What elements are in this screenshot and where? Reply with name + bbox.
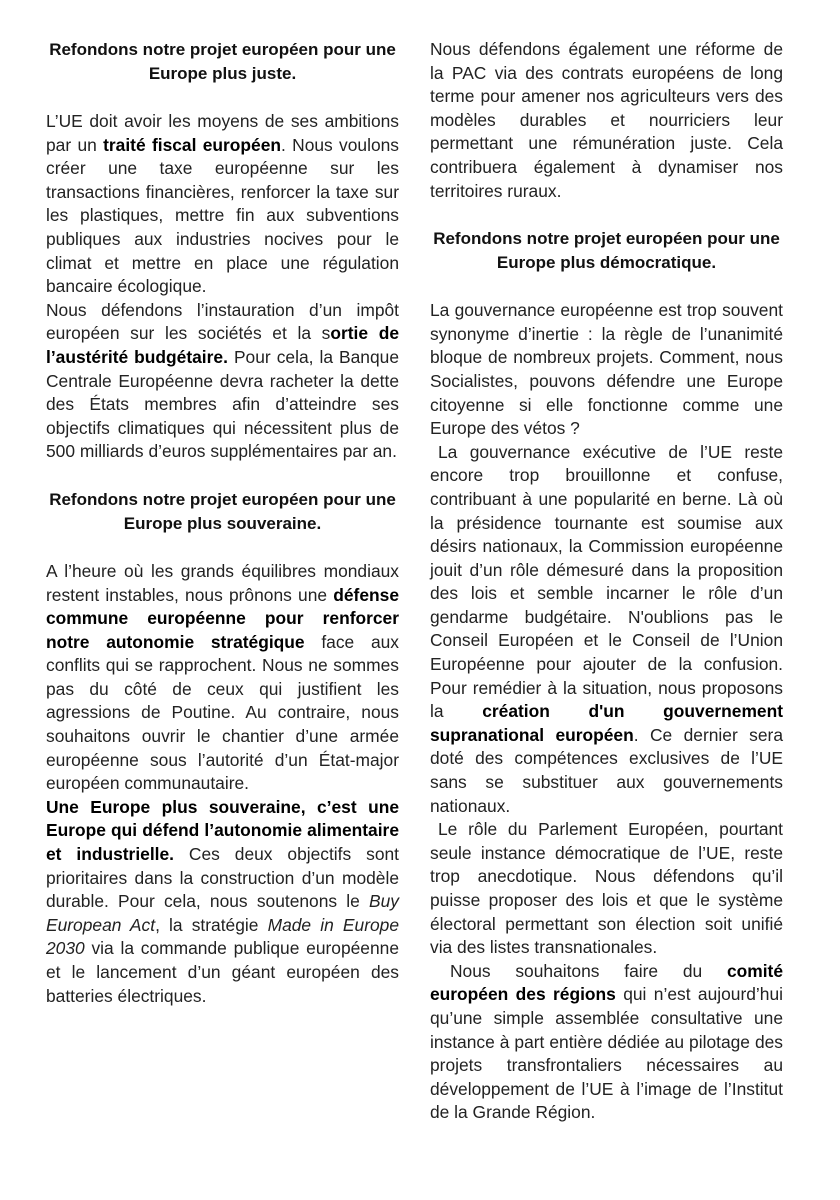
bold-gouvernement-supranational: création d'un gouvernement supranational européen <box>430 701 783 745</box>
paragraph-gouvernance: La gouvernance européenne est trop souvent synonyme d’inertie : la règle de l’unanimité bloque de nombreux projets. Comment, nous Socialistes, pouvons défendre une Europe citoyenne si elle fonctionne comme une Europe des vétos ? <box>430 300 783 439</box>
paragraph-parlement: Le rôle du Parlement Européen, pourtant seule instance démocratique de l’UE, reste trop anecdotique. Nous défendons qu’il puisse proposer des lois et que le système électoral permettant son élection soit unifié via des listes transnationales. <box>430 819 783 958</box>
bold-europe-souveraine: Une Europe plus souveraine, c’est une Europe qui défend l’autonomie alimentaire et industrielle. <box>46 796 399 865</box>
paragraph-impot: Nous défendons l’instauration d’un impôt européen sur les sociétés et la sortie de l’austérité budgétaire. Pour cela, la Banque Centrale Européenne devra racheter la dette des États membres afin d’atteindre ses objectifs climatiques qui nécessitent plus de 500 milliards d’euros supplémentaires par an. <box>46 299 400 462</box>
paragraph-fiscal: L’UE doit avoir les moyens de ses ambitions par un traité fiscal européen. Nous voulons créer une taxe européenne sur les transactions financières, renforcer la taxe sur les plastiques, mettre fin aux subventions publiques aux industries nocives pour le climat et mettre en place une régulation bancaire écologique. <box>46 111 399 297</box>
bold-austerite: ortie de l’austérité budgétaire. <box>46 323 400 367</box>
section-heading-democratique: Refondons notre projet européen pour une Europe plus démocratique. <box>433 229 780 273</box>
bold-defense-commune: défense commune européenne pour renforcer notre autonomie stratégique <box>46 584 399 652</box>
right-column <box>430 38 783 1125</box>
italic-buy-european-act: Buy European Act <box>46 891 399 935</box>
bold-comite-regions: comité européen des régions <box>430 960 783 1005</box>
paragraph-regions: Nous souhaitons faire du comité européen des régions qui n’est aujourd’hui qu’une simple assemblée consultative une instance à part entière dédiée au pilotage des projets transfrontaliers nécessaires au développement de l’UE à l’image de l’Institut de la Grande Région. <box>430 960 783 1123</box>
bold-traite-fiscal: traité fiscal européen <box>103 134 281 155</box>
paragraph-pac: Nous défendons également une réforme de la PAC via des contrats européens de long terme pour amener nos agriculteurs vers des modèles durables et nourriciers leur permettant une rémunération juste. Cela contribuera également à dynamiser nos territoires ruraux. <box>430 39 783 201</box>
paragraph-defense: A l’heure où les grands équilibres mondiaux restent instables, nous prônons une défense commune européenne pour renforcer notre autonomie stratégique face aux conflits qui se rapprochent. Nous ne sommes pas du côté de ceux qui justifient les agressions de Poutine. Au contraire, nous souhaitons ouvrir le chantier d’une armée européenne sous l’autorité d’un État-major européen communautaire. <box>46 560 399 794</box>
section-heading-juste: Refondons notre projet européen pour une Europe plus juste. <box>49 40 396 83</box>
left-column <box>46 38 399 1008</box>
paragraph-executive: La gouvernance exécutive de l’UE reste encore trop brouillonne et confuse, contribuant à une popularité en berne. Là où la présidence tournante est soumise aux désirs nationaux, la Commission européenne jouit d’un rôle démesuré dans la proposition des lois et semble incarner le rôle d’un gendarme budgétaire. N'oublions pas le Conseil Européen et le Conseil de l’Union Européenne pour ajouter de la confusion. Pour remédier à la situation, nous proposons la création d'un gouvernement supranational européen. Ce dernier sera doté des compétences exclusives de l’UE sans se substituer aux gouvernements nationaux. <box>430 441 783 816</box>
paragraph-autonomie: Une Europe plus souveraine, c’est une Europe qui défend l’autonomie alimentaire et industrielle. Ces deux objectifs sont prioritaires dans la construction d’un modèle durable. Pour cela, nous soutenons le Buy European Act, la stratégie Made in Europe 2030 via la commande publique européenne et le lancement d’un géant européen des batteries électriques. <box>46 796 400 1006</box>
section-heading-souveraine: Refondons notre projet européen pour une Europe plus souveraine. <box>49 489 396 533</box>
italic-made-in-europe: Made in Europe 2030 <box>46 914 400 959</box>
